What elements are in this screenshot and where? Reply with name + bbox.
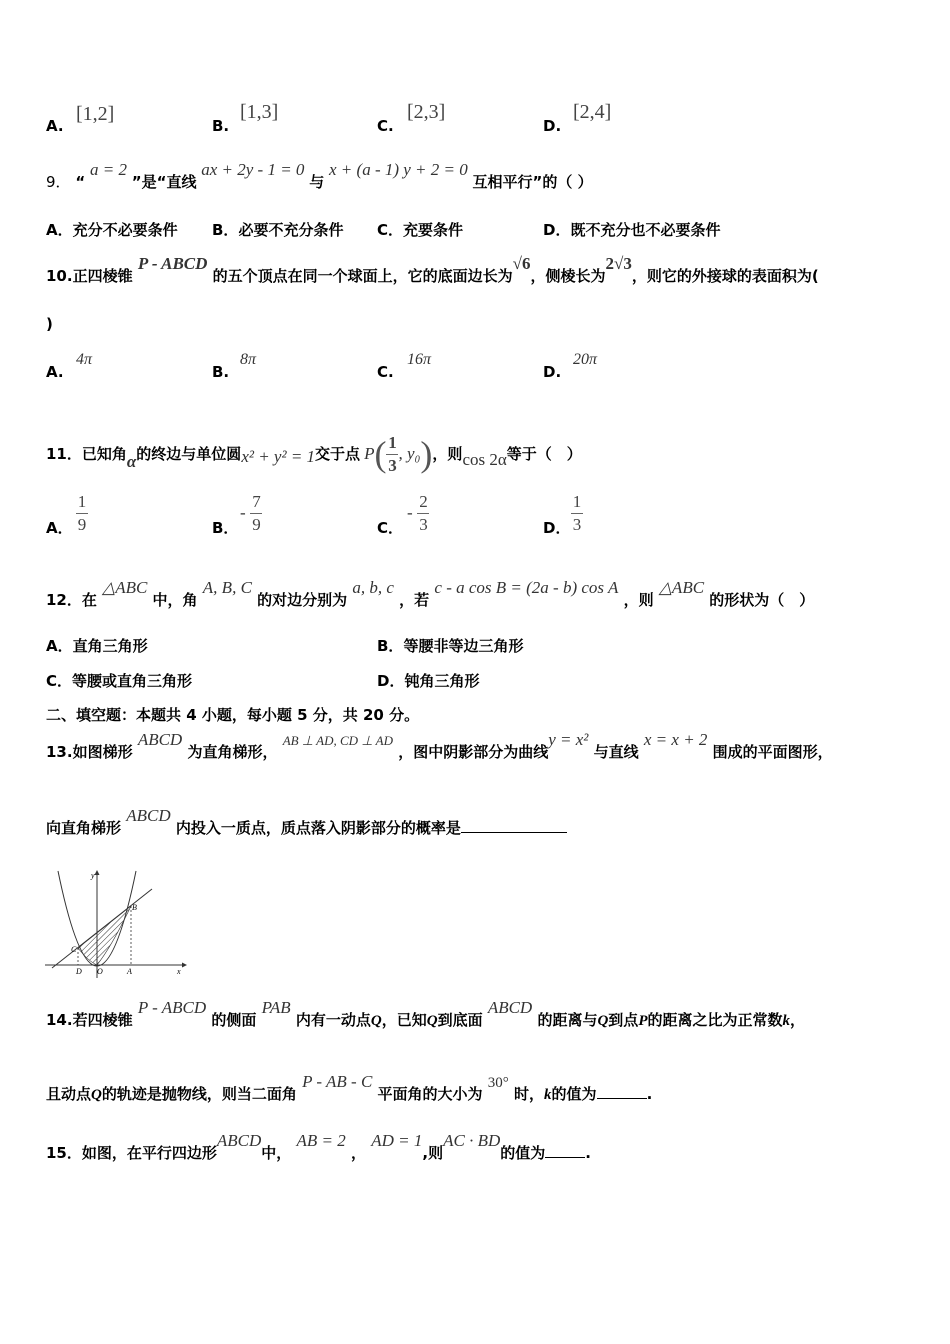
- q14-text-4: ，已知: [381, 1011, 427, 1029]
- q14-number: 14.: [46, 1011, 73, 1029]
- q12-number: 12．: [46, 591, 82, 609]
- q11-point-p: P: [364, 444, 375, 463]
- shaded-region: [78, 906, 131, 965]
- q12-text-6: 的形状为（ ）: [709, 591, 815, 609]
- q11-math-circle: x² + y² = 1: [241, 447, 316, 466]
- q15-number: 15．: [46, 1144, 82, 1162]
- q11-option-b-label: B．: [212, 519, 239, 537]
- q13-number: 13.: [46, 743, 73, 761]
- q15-text-1: 如图，在平行四边形: [81, 1144, 217, 1162]
- question-15: [46, 1131, 591, 1163]
- q10-math-2: √6: [512, 254, 531, 273]
- q13-answer-blank[interactable]: [461, 818, 567, 833]
- q8-option-c-value: [2,3]: [407, 101, 446, 123]
- q15-math-3: AD = 1: [371, 1131, 423, 1150]
- q14-q-2: Q: [426, 1013, 438, 1029]
- q14-q-4: Q: [91, 1087, 102, 1103]
- q14-math-3: ABCD: [487, 998, 533, 1017]
- q14-line-2: [46, 1072, 653, 1105]
- q13-text-3: ，图中阴影部分为曲线: [398, 743, 549, 761]
- q11-point-fraction: $\frac{1}{3}$: [388, 432, 397, 475]
- q12-text-4: ，若: [399, 591, 430, 609]
- q11-option-c-label: C．: [377, 519, 404, 537]
- label-d: D: [76, 967, 82, 976]
- label-c: C: [71, 945, 77, 954]
- q13-text-1: 如图梯形: [72, 743, 133, 761]
- q10-math-1: P - ABCD: [137, 254, 208, 273]
- q8-option-d-label: D.: [543, 117, 562, 135]
- q10-option-d-value: 20π: [573, 351, 598, 368]
- q14-p: P: [638, 1013, 648, 1029]
- q10-option-b-label: B.: [212, 363, 230, 381]
- q11-option-c-value: - $\frac{2}{3}$: [407, 492, 428, 534]
- q13-math-3: y = x²: [548, 730, 589, 749]
- q9-option-d: D．既不充分也不必要条件: [543, 221, 721, 239]
- q14-text-14: 的值为: [551, 1085, 597, 1103]
- label-x: x: [177, 967, 181, 976]
- q12-option-d: D．钝角三角形: [377, 672, 480, 690]
- q13-math-2: AB ⊥ AD, CD ⊥ AD: [282, 733, 393, 748]
- q12-text-3: 的对边分别为: [257, 591, 348, 609]
- q15-answer-blank[interactable]: [545, 1143, 585, 1158]
- q10-option-c-label: C.: [377, 363, 394, 381]
- label-b: B: [132, 903, 137, 912]
- q14-q-1: Q: [370, 1013, 382, 1029]
- q13-math-5: ABCD: [126, 806, 171, 825]
- q8-option-a-label: A.: [46, 117, 64, 135]
- q14-k-1: k: [782, 1013, 790, 1029]
- q14-text-1: 若四棱锥: [72, 1011, 133, 1029]
- q14-text-11: 的轨迹是抛物线，则当二面角: [101, 1085, 297, 1103]
- q15-text-5: 的值为: [500, 1144, 546, 1162]
- q13-math-4: x = x + 2: [643, 730, 708, 749]
- q15-math-4: AC · BD: [443, 1131, 501, 1150]
- q9-math-1: a = 2: [89, 160, 127, 179]
- q10-option-a-value: 4π: [76, 351, 93, 368]
- q9-option-b: B．必要不充分条件: [212, 221, 344, 239]
- q14-text-6: 的距离与: [537, 1011, 598, 1029]
- q13-math-1: ABCD: [137, 730, 183, 749]
- q12-text-2: 中，角: [152, 591, 198, 609]
- q13-graph: [40, 868, 190, 980]
- q12-text-1: 在: [81, 591, 97, 609]
- q9-text-4: 互相平行”的（ ）: [472, 173, 593, 191]
- q11-math-alpha: α: [126, 452, 137, 471]
- label-y: y: [91, 871, 95, 880]
- q10-option-c-value: 16π: [407, 351, 432, 368]
- question-12: [46, 578, 815, 610]
- label-a: A: [127, 967, 132, 976]
- q14-math-2: PAB: [261, 998, 291, 1017]
- q12-option-b: B．等腰非等边三角形: [377, 637, 524, 655]
- q15-text-3: ，: [351, 1144, 367, 1162]
- x-axis-arrow: [182, 963, 187, 968]
- q10-text-2: 的五个顶点在同一个球面上，它的底面边长为: [212, 267, 513, 285]
- q14-text-13: 时，: [514, 1085, 545, 1103]
- q10-option-b-value: 8π: [240, 351, 257, 368]
- q14-q-3: Q: [597, 1013, 609, 1029]
- y-axis-arrow: [95, 870, 100, 875]
- q10-option-a-label: A.: [46, 363, 64, 381]
- q15-math-2: AB = 2: [296, 1131, 346, 1150]
- q11-text-4: ，则: [432, 445, 463, 463]
- q14-text-2: 的侧面: [211, 1011, 257, 1029]
- q9-text-2: ”是“直线: [131, 173, 197, 191]
- q13-text-7: 内投入一质点，质点落入阴影部分的概率是: [175, 819, 461, 837]
- q13-text-5: 围成的平面图形，: [712, 743, 833, 761]
- q12-option-c: C．等腰或直角三角形: [46, 672, 193, 690]
- q14-text-8: 的距离之比为正常数: [647, 1011, 783, 1029]
- q8-option-d-value: [2,4]: [573, 101, 612, 123]
- q9-text-1: “: [75, 173, 86, 191]
- q12-math-2: A, B, C: [202, 578, 252, 597]
- q14-math-4: P - AB - C: [302, 1072, 373, 1091]
- q10-number: 10.: [46, 267, 73, 285]
- q15-math-1: ABCD: [216, 1131, 262, 1150]
- q14-answer-blank[interactable]: [597, 1084, 647, 1099]
- q9-math-3: x + (a - 1) y + 2 = 0: [329, 160, 468, 179]
- q13-line-2: [46, 806, 567, 838]
- q11-option-a-label: A．: [46, 519, 73, 537]
- q11-text-5: 等于（ ）: [506, 445, 582, 463]
- q13-text-4: 与直线: [593, 743, 639, 761]
- q14-text-7: 到点: [608, 1011, 639, 1029]
- q12-math-4: c - a cos B = (2a - b) cos A: [434, 578, 619, 597]
- label-o: O: [97, 967, 103, 976]
- q11-text-1: 已知角: [81, 445, 127, 463]
- q14-text-15: .: [646, 1085, 653, 1103]
- q11-option-d-value: $\frac{1}{3}$: [572, 492, 582, 534]
- q11-option-d-label: D．: [543, 519, 571, 537]
- q14-math-5: 30°: [487, 1075, 509, 1091]
- q12-math-3: a, b, c: [352, 578, 394, 597]
- q12-option-a: A．直角三角形: [46, 637, 148, 655]
- question-11: 11． 已知角 α 的终边与单位圆 x² + y² = 1 交于点 P ( $\frac{1}{3}$ , y₀ ) ，则 cos 2α 等于（ ）: [46, 432, 582, 475]
- q15-text-4: ,则: [422, 1144, 444, 1162]
- q9-number: 9．: [46, 173, 71, 191]
- q8-option-b-label: B.: [212, 117, 230, 135]
- q10-text-3: ，侧棱长为: [530, 267, 606, 285]
- q11-option-a-value: $\frac{1}{9}$: [77, 492, 87, 534]
- q9-text-3: 与: [309, 173, 325, 191]
- q14-k-2: k: [544, 1087, 552, 1103]
- q10-text-4: ，则它的外接球的表面积为(: [631, 267, 819, 285]
- q14-text-5: 到底面: [437, 1011, 483, 1029]
- q14-math-1: P - ABCD: [137, 998, 207, 1017]
- q12-math-5: △ABC: [658, 578, 705, 597]
- q11-number: 11．: [46, 445, 82, 463]
- q9-math-2: ax + 2y - 1 = 0: [201, 160, 305, 179]
- q15-text-2: 中，: [261, 1144, 292, 1162]
- q8-option-c-label: C.: [377, 117, 394, 135]
- q14-text-9: ，: [790, 1011, 806, 1029]
- q8-option-a-value: [1,2]: [76, 103, 115, 125]
- q14-text-3: 内有一动点: [295, 1011, 371, 1029]
- section-2-heading: 二、填空题：本题共 4 小题，每小题 5 分，共 20 分。: [46, 706, 420, 724]
- q9-option-c: C．充要条件: [377, 221, 464, 239]
- q12-math-1: △ABC: [102, 578, 148, 597]
- q11-point-y0: , y₀: [398, 444, 421, 463]
- question-10: [46, 254, 819, 286]
- q8-option-b-value: [1,3]: [240, 101, 279, 123]
- q9-option-a: A．充分不必要条件: [46, 221, 178, 239]
- q10-text-1: 正四棱锥: [72, 267, 133, 285]
- question-13: [46, 730, 833, 763]
- q13-text-2: 为直角梯形，: [187, 743, 278, 761]
- q12-text-5: ，则: [623, 591, 654, 609]
- q15-text-6: .: [585, 1144, 591, 1162]
- q10-math-3: 2√3: [605, 254, 632, 273]
- q11-math-cos: cos 2α: [462, 450, 507, 469]
- question-9: [46, 160, 593, 192]
- q11-option-b-value: - $\frac{7}{9}$: [240, 492, 261, 534]
- q14-text-12: 平面角的大小为: [377, 1085, 483, 1103]
- q11-text-2: 的终边与单位圆: [136, 445, 242, 463]
- q10-option-d-label: D.: [543, 363, 562, 381]
- q11-text-3: 交于点: [315, 445, 361, 463]
- q10-text-close: ): [46, 315, 53, 333]
- question-14: [46, 998, 806, 1031]
- q13-text-6: 向直角梯形: [46, 819, 122, 837]
- q14-text-10: 且动点: [46, 1085, 92, 1103]
